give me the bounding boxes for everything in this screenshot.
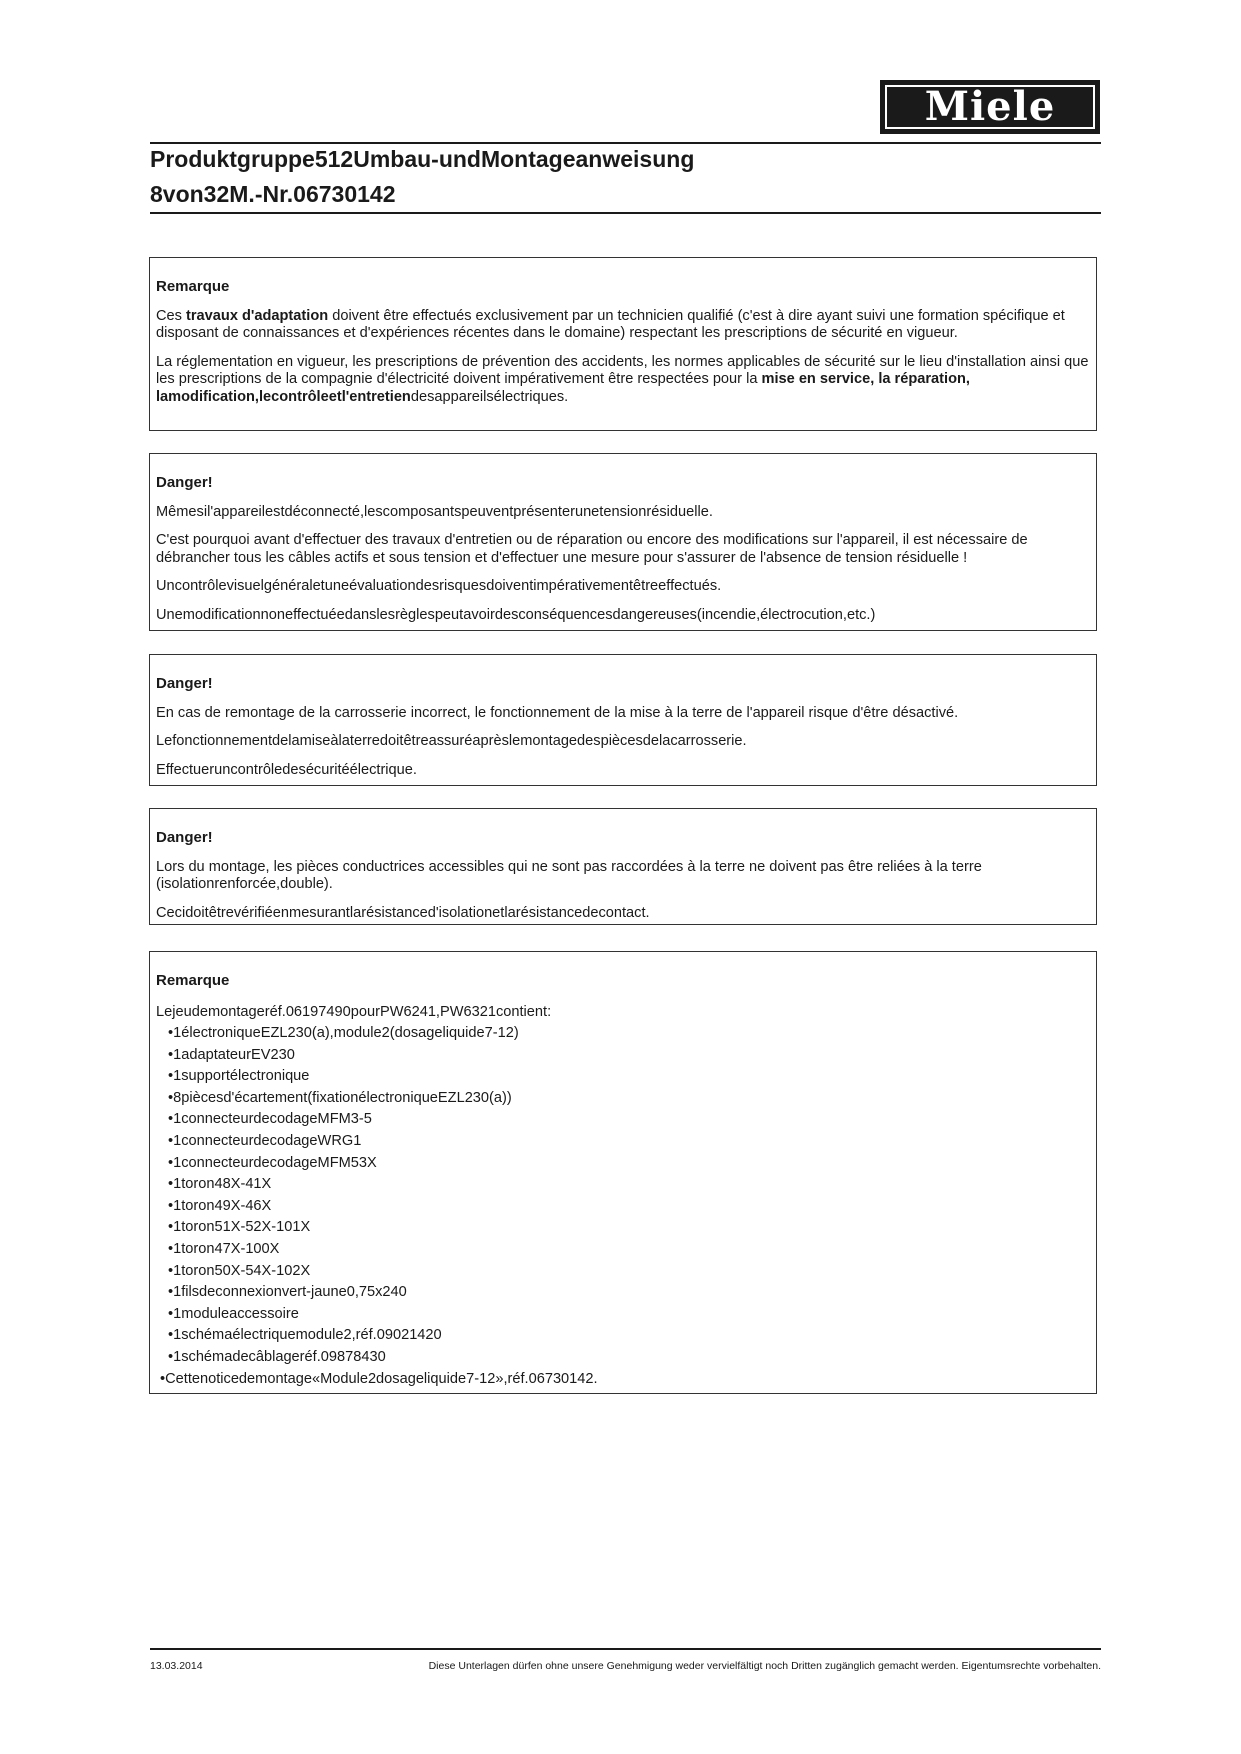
danger-paragraph-3: Effectueruncontrôledesécuritéélectrique. bbox=[156, 761, 417, 778]
danger-heading: Danger! bbox=[156, 474, 213, 491]
list-item: •1électroniqueEZL230(a),module2(dosageliquide7-12) bbox=[168, 1025, 519, 1042]
page-subtitle: 8von32M.-Nr.06730142 bbox=[150, 181, 396, 207]
list-item: •1toron49X-46X bbox=[168, 1197, 272, 1214]
danger-box-1 bbox=[149, 453, 1097, 631]
danger-heading: Danger! bbox=[156, 675, 213, 692]
danger-paragraph-3: Uncontrôlevisuelgénéraletuneévaluationdesrisquesdoiventimpérativementêtreeffectués. bbox=[156, 578, 722, 594]
danger-paragraph-4: Unemodificationnoneffectuéedanslesrèglespeutavoirdesconséquencesdangereuses(incendie,électrocution,etc.) bbox=[156, 606, 876, 623]
danger-paragraph-2: Lefonctionnementdelamiseàlaterredoitêtreassuréaprèslemontagedespiècesdelacarrosserie. bbox=[156, 733, 747, 749]
list-item: •1moduleaccessoire bbox=[168, 1305, 299, 1322]
header-rule-bottom bbox=[150, 212, 1101, 214]
list-item: •1toron47X-100X bbox=[168, 1241, 280, 1258]
danger-box-3 bbox=[149, 808, 1097, 925]
danger-paragraph-2: C'est pourquoi avant d'effectuer des travaux d'entretien ou de réparation ou encore des modifications sur l'appareil, il est nécessaire de débrancher tous les câbles actifs et sous tension et d'effectuer une mesure pour s'assurer de l'absence de tension résiduelle ! bbox=[156, 532, 1028, 566]
danger-heading: Danger! bbox=[156, 829, 213, 846]
remark-box-2 bbox=[149, 951, 1097, 1394]
remark-heading: Remarque bbox=[156, 278, 230, 295]
miele-logo bbox=[880, 80, 1100, 134]
danger-paragraph-1: Mêmesil'appareilestdéconnecté,lescomposantspeuventprésenterunetensionrésiduelle. bbox=[156, 503, 713, 520]
danger-paragraph-1: Lors du montage, les pièces conductrices accessibles qui ne sont pas raccordées à la terre ne doivent pas être reliées à la terre (isolationrenforcée,double). bbox=[156, 858, 982, 892]
list-item: •1toron51X-52X-101X bbox=[168, 1219, 311, 1236]
list-item: •1schémadecâblageréf.09878430 bbox=[168, 1349, 386, 1365]
remark-paragraph-2: La réglementation en vigueur, les prescriptions de prévention des accidents, les normes applicables de sécurité sur le lieu d'installation ainsi que les prescriptions de la compagnie d'électricité doivent impérativement être respectées pour la mise en service, la réparation, lamodification,lecontrôleetl'entretiendesappareilsélectriques. bbox=[156, 353, 1089, 405]
list-item: •8piècesd'écartement(fixationélectroniqueEZL230(a)) bbox=[168, 1089, 512, 1106]
footer-rule bbox=[150, 1648, 1101, 1650]
list-item-last: •Cettenoticedemontage«Module2dosageliquide7-12»,réf.06730142. bbox=[160, 1370, 598, 1387]
danger-box-2 bbox=[149, 654, 1097, 786]
footer-copyright-notice: Diese Unterlagen dürfen ohne unsere Genehmigung weder vervielfältigt noch Dritten zugänglich gemacht werden. Eigentumsrechte vorbehalten. bbox=[428, 1660, 1101, 1672]
page-title: Produktgruppe512Umbau-undMontageanweisung bbox=[150, 146, 695, 172]
danger-paragraph-1: En cas de remontage de la carrosserie incorrect, le fonctionnement de la mise à la terre de l'appareil risque d'être désactivé. bbox=[156, 704, 959, 721]
list-item: •1toron50X-54X-102X bbox=[168, 1262, 311, 1279]
list-item: •1toron48X-41X bbox=[168, 1176, 272, 1193]
danger-paragraph-2: Cecidoitêtrevérifiéenmesurantlarésistanced'isolationetlarésistancedecontact. bbox=[156, 904, 650, 921]
list-item: •1schémaélectriquemodule2,réf.09021420 bbox=[168, 1327, 442, 1344]
logo-text: Miele bbox=[885, 85, 1095, 129]
list-item: •1adaptateurEV230 bbox=[168, 1046, 295, 1063]
list-item: •1filsdeconnexionvert-jaune0,75x240 bbox=[168, 1284, 407, 1301]
header-rule-top bbox=[150, 142, 1101, 144]
list-item: •1connecteurdecodageMFM3-5 bbox=[168, 1111, 372, 1128]
kit-contents-list bbox=[156, 1023, 1090, 1369]
list-item: •1connecteurdecodageMFM53X bbox=[168, 1154, 377, 1171]
list-item: •1connecteurdecodageWRG1 bbox=[168, 1133, 362, 1150]
remark-paragraph-1: Ces travaux d'adaptation doivent être effectués exclusivement par un technicien qualifié (c'est à dire ayant suivi une formation spécifique et disposant de connaissances et d'expériences récentes dans le domaine) respectant les prescriptions de sécurité en vigueur. bbox=[156, 307, 1065, 341]
list-item: •1supportélectronique bbox=[168, 1068, 310, 1085]
kit-intro: Lejeudemontageréf.06197490pourPW6241,PW6321contient: bbox=[156, 1003, 552, 1020]
remark-box-1 bbox=[149, 257, 1097, 431]
footer-date: 13.03.2014 bbox=[150, 1660, 203, 1672]
remark-heading: Remarque bbox=[156, 972, 230, 989]
